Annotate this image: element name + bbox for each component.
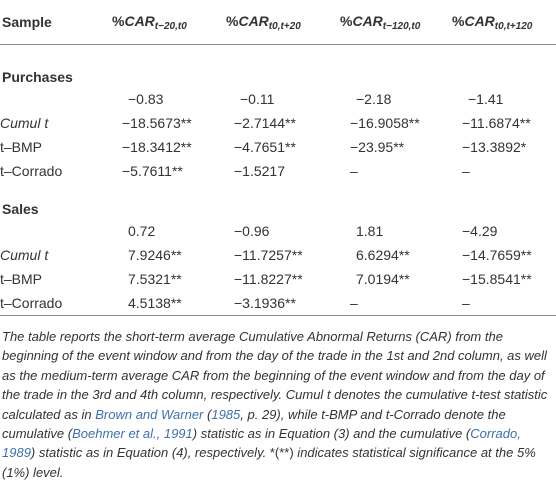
citation-link[interactable]: 1985 — [211, 406, 241, 422]
cell-value: 4.5138** — [100, 291, 218, 316]
note-text: The table reports the short-term average Cumulative Abnormal Returns (CAR) from the beginning of the event window and from the day of the trade in the 1st and 2nd column, as well as the medium-term average CAR from the beginning of the event window and from the day of the trade in the 3rd and 4th column, respectively. Cumul t denotes the cumulative t-test statistic calculated as in — [2, 329, 548, 422]
note-text: ( — [203, 406, 212, 422]
cell-value: −18.3412** — [122, 139, 192, 155]
section-purchases — [0, 45, 556, 88]
row-label — [0, 219, 100, 243]
row-label: Cumul t — [0, 247, 49, 263]
table-row — [0, 135, 556, 159]
row-label: t–Corrado — [0, 163, 63, 179]
table-row — [0, 243, 556, 267]
header-row — [0, 0, 556, 45]
cell-value: 7.5321** — [128, 271, 182, 287]
cell-value: −11.7257** — [234, 247, 303, 263]
note-text: ) statistic as in Equation (3) and the cumulative ( — [192, 426, 471, 442]
section-title: Purchases — [2, 69, 73, 85]
cell-value: −2.7144** — [234, 115, 296, 131]
table-row — [0, 267, 556, 291]
cell-value: – — [444, 291, 556, 316]
cell-value: −0.11 — [240, 91, 275, 107]
cell-value: −0.96 — [234, 223, 270, 239]
note-text: ) statistic as in Equation (4), respectively. — [30, 445, 270, 461]
cell-value: −18.5673** — [122, 115, 192, 131]
cell-value: −14.7659** — [462, 247, 532, 263]
cell-value: −13.3892* — [462, 139, 527, 155]
section-sales — [0, 183, 556, 219]
header-car-4: $\%CAR_{t0,t+120}$ — [444, 0, 556, 45]
row-label: t–BMP — [0, 139, 43, 155]
table-row — [0, 159, 556, 183]
cell-value: −2.18 — [356, 91, 392, 107]
header-car-2: $\%CAR_{t0,t+20}$ — [218, 0, 332, 45]
row-label: t–BMP — [0, 271, 43, 287]
cell-value: −15.8541** — [462, 271, 532, 287]
table-row — [0, 111, 556, 135]
cell-value: 0.72 — [128, 223, 156, 239]
citation-link[interactable]: Corrado, 1989 — [2, 426, 521, 461]
cell-value: 6.6294** — [356, 247, 410, 263]
cell-value: −0.83 — [128, 91, 164, 107]
cell-value: −16.9058** — [350, 115, 420, 131]
cell-value: −11.8227** — [234, 271, 303, 287]
section-title: Sales — [2, 201, 39, 217]
citation-link[interactable]: Brown and Warner — [95, 406, 204, 422]
cell-value: −4.29 — [462, 223, 498, 239]
cell-value: 1.81 — [356, 223, 384, 239]
table-row — [0, 87, 556, 111]
row-label — [0, 87, 100, 111]
cell-value: −11.6874** — [462, 115, 531, 131]
header-car-3: $\%CAR_{t-120,t0}$ — [332, 0, 444, 45]
significance-marker: *(**) — [269, 445, 294, 461]
note-text: indicates statistical significance at the 5% (1%) level. — [2, 445, 536, 480]
note-text: , p. 29), while t-BMP and t-Corrado denote the cumulative ( — [2, 406, 506, 442]
row-label: Cumul t — [0, 115, 49, 131]
cell-value: −1.41 — [468, 91, 504, 107]
table-row — [0, 291, 556, 316]
cell-value: −1.5217 — [234, 163, 285, 179]
header-car-1: $\%CAR_{t-20,t0}$ — [100, 0, 218, 45]
cell-value: – — [462, 163, 470, 179]
cell-value: – — [332, 291, 444, 316]
header-sample: Sample — [0, 0, 100, 45]
table-note — [2, 327, 554, 482]
cell-value: – — [350, 163, 358, 179]
cell-value: 7.0194** — [356, 271, 410, 287]
cell-value: 7.9246** — [128, 247, 182, 263]
row-label: t–Corrado — [0, 291, 100, 316]
cell-value: −5.7611** — [122, 163, 183, 179]
cell-value: −3.1936** — [218, 291, 332, 316]
cell-value: −4.7651** — [234, 139, 296, 155]
citation-link[interactable]: Boehmer et al., 1991 — [72, 426, 193, 442]
table-row — [0, 219, 556, 243]
cell-value: −23.95** — [350, 139, 405, 155]
